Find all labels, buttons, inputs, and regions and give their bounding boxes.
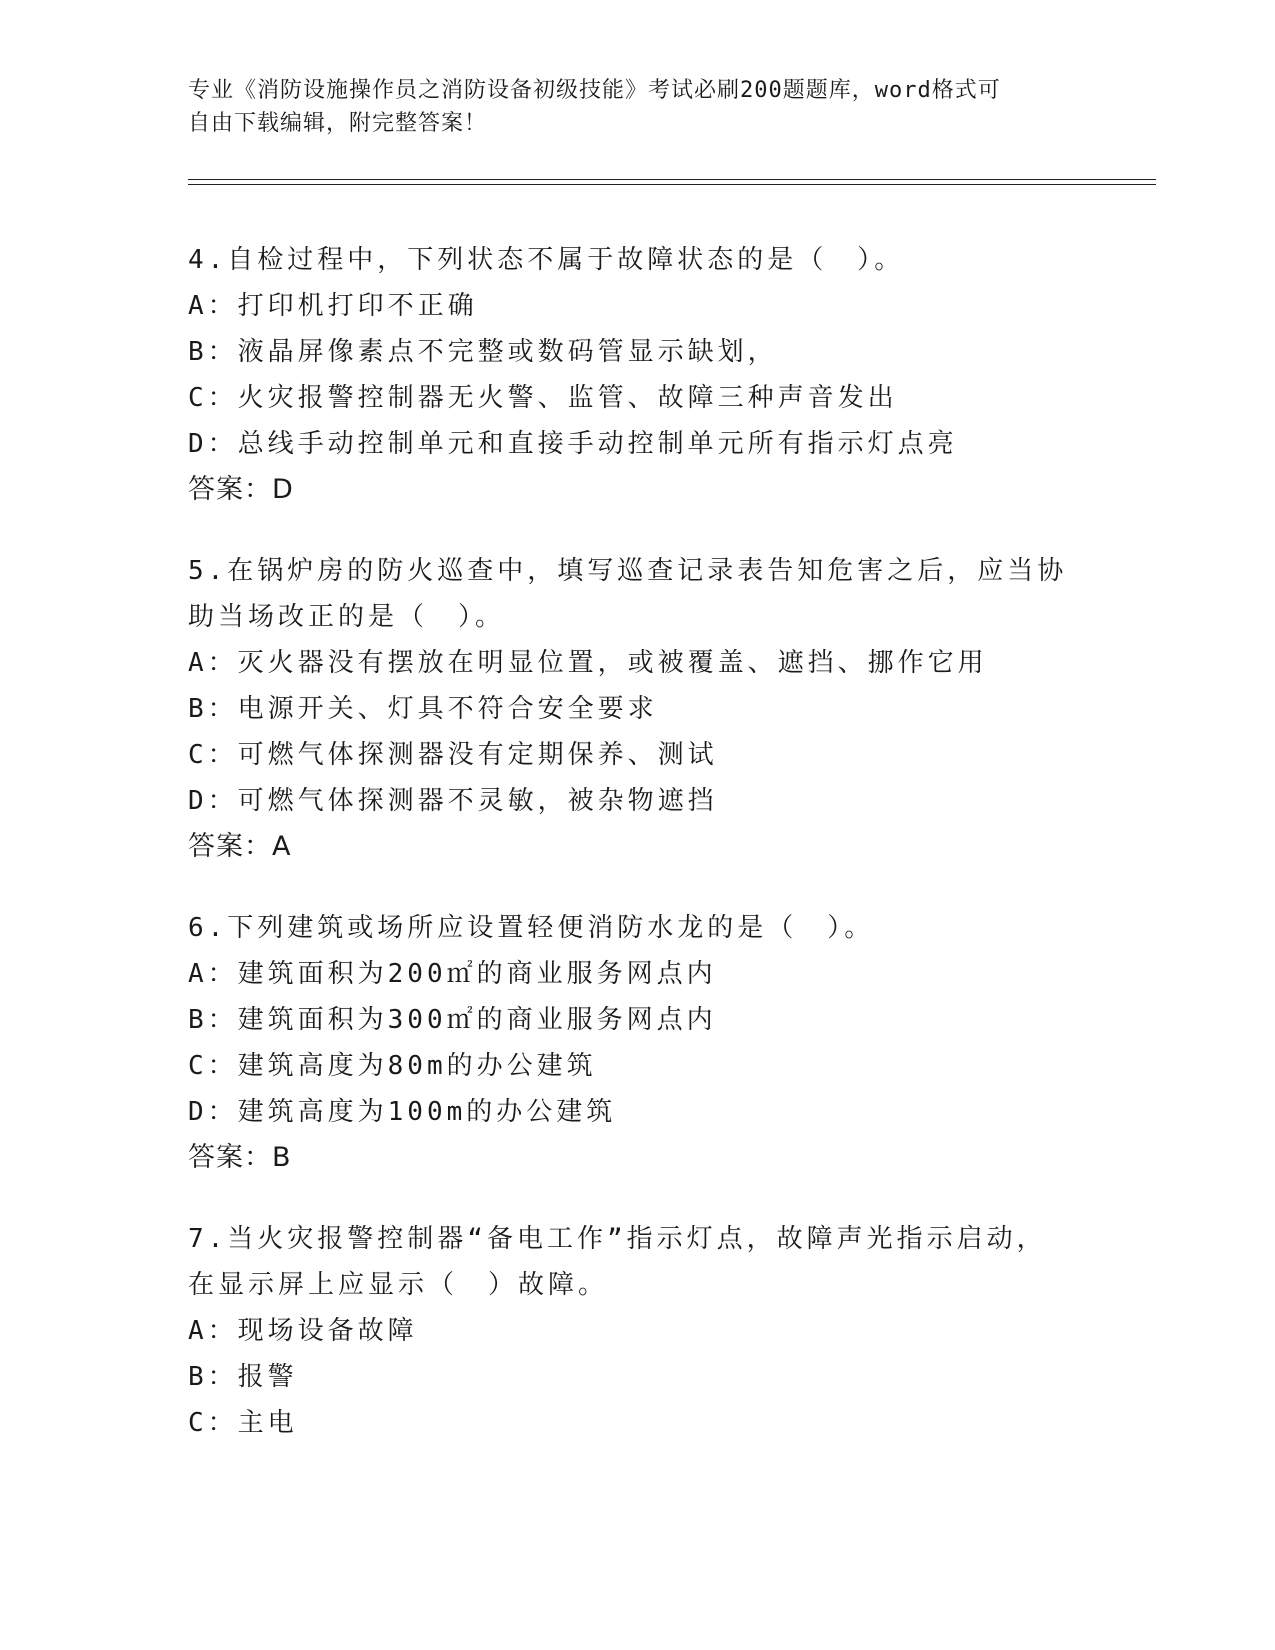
- option-a: A：建筑面积为200㎡的商业服务网点内: [188, 959, 717, 989]
- question-4: [188, 237, 1088, 513]
- option-c: C：火灾报警控制器无火警、监管、故障三种声音发出: [188, 383, 898, 413]
- option-a: A：现场设备故障: [188, 1316, 418, 1346]
- option-c: C：可燃气体探测器没有定期保养、测试: [188, 740, 718, 770]
- option-b: B：液晶屏像素点不完整或数码管显示缺划，: [188, 337, 778, 367]
- option-b: B：报警: [188, 1362, 298, 1392]
- header-divider-bottom: [188, 184, 1156, 185]
- answer-label: 答案：D: [188, 474, 294, 505]
- option-b: B：电源开关、灯具不符合安全要求: [188, 694, 658, 724]
- question-stem: 7.当火灾报警控制器“备电工作”指示灯点，故障声光指示启动，在显示屏上应显示（ ）故障。: [188, 1224, 1047, 1300]
- question-stem: 5.在锅炉房的防火巡查中，填写巡查记录表告知危害之后，应当协助当场改正的是（ ）。: [188, 556, 1068, 632]
- option-c: C：主电: [188, 1408, 298, 1438]
- answer-label: 答案：B: [188, 1142, 292, 1173]
- question-stem: 4.自检过程中，下列状态不属于故障状态的是（ ）。: [188, 245, 905, 275]
- option-a: A：打印机打印不正确: [188, 291, 478, 321]
- question-stem: 6.下列建筑或场所应设置轻便消防水龙的是（ ）。: [188, 913, 875, 943]
- header-line-2: 自由下载编辑，附完整答案！: [188, 111, 488, 136]
- option-d: D：建筑高度为100m的办公建筑: [188, 1097, 617, 1127]
- header-divider-top: [188, 179, 1156, 180]
- option-d: D：可燃气体探测器不灵敏，被杂物遮挡: [188, 786, 718, 816]
- answer-label: 答案：A: [188, 831, 292, 862]
- header-line-1: 专业《消防设施操作员之消防设备初级技能》考试必刷200题题库，word格式可: [188, 78, 1001, 103]
- option-c: C：建筑高度为80m的办公建筑: [188, 1051, 597, 1081]
- question-7: [188, 1216, 1088, 1446]
- option-d: D：总线手动控制单元和直接手动控制单元所有指示灯点亮: [188, 429, 958, 459]
- document-header: [188, 74, 1068, 140]
- question-5: [188, 548, 1088, 870]
- option-a: A：灭火器没有摆放在明显位置，或被覆盖、遮挡、挪作它用: [188, 648, 988, 678]
- question-list: [188, 237, 1088, 1481]
- question-6: [188, 905, 1088, 1181]
- option-b: B：建筑面积为300㎡的商业服务网点内: [188, 1005, 717, 1035]
